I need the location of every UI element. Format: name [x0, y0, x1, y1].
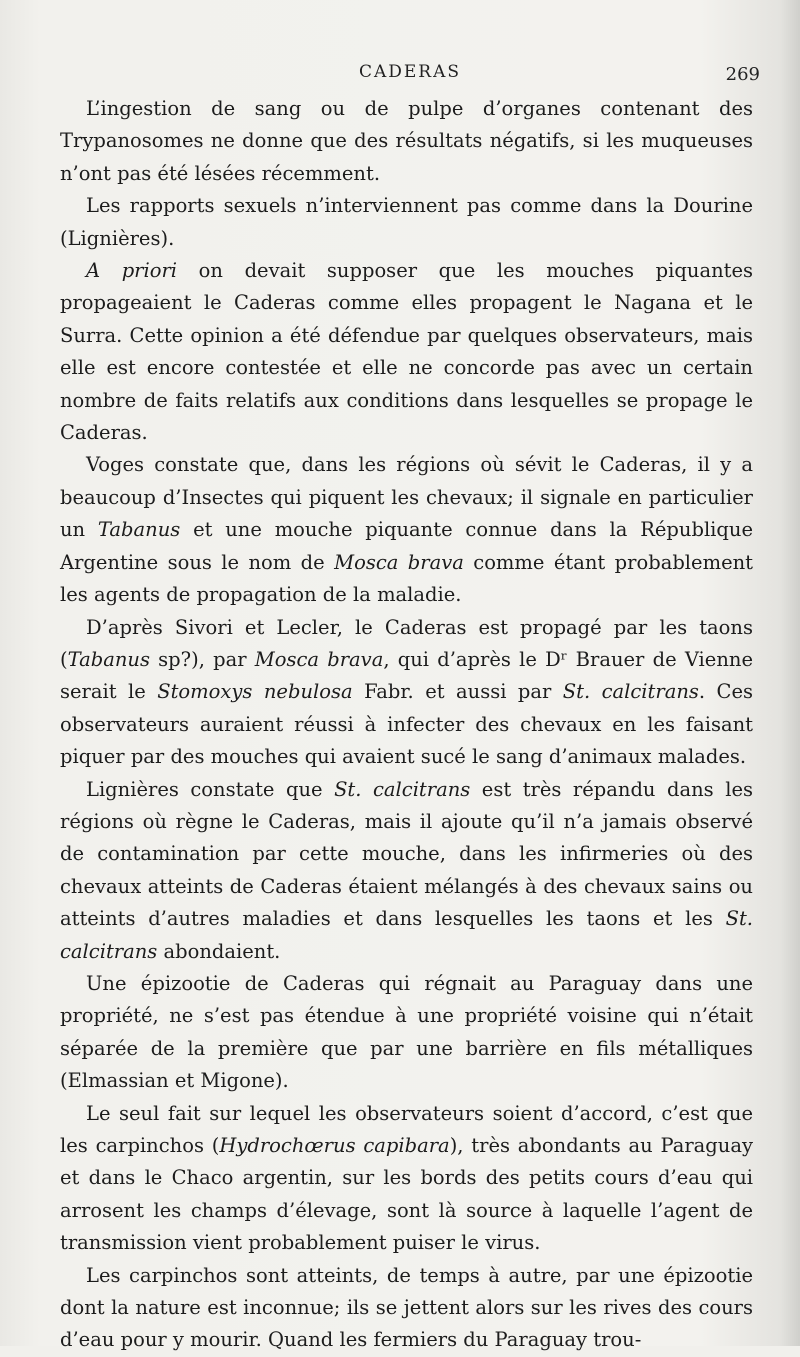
paragraph [60, 255, 753, 449]
paragraph [60, 1098, 753, 1260]
text-run: comme étant probablement les agents de propagation de la maladie. [60, 550, 754, 607]
text-run: Les rapports sexuels n’interviennent pas comme dans la Dourine (Lignières). [60, 194, 753, 250]
italic-text: Stomoxys nebulosa [157, 680, 353, 704]
text-run: Voges constate que, dans les régions où sévit le Caderas, il y a beaucoup d’Insectes qui piquent les chevaux; il signale en particulier un [60, 453, 753, 542]
italic-text: Hydrochœrus capibara [219, 1134, 450, 1157]
italic-text: Mosca brava [334, 550, 464, 574]
text-run: D’après Sivori et Lecler, le Caderas est propagé par les taons ( [60, 615, 753, 671]
text-run: abondaient. [157, 939, 281, 963]
paragraph [60, 449, 753, 611]
paragraph [60, 968, 753, 1098]
text-run: . Ces observateurs auraient réussi à infecter des chevaux en les faisant piquer par des mouches qui avaient sucé le sang d’animaux malades. [60, 680, 753, 769]
italic-text: St. calcitrans [334, 777, 471, 801]
italic-text: Mosca brava [254, 647, 384, 671]
italic-text: Tabanus [97, 518, 181, 542]
paragraph [60, 1260, 753, 1357]
text-run: , qui d’après le Dʳ Brauer de Vienne serait le [60, 647, 753, 704]
text-run: Le seul fait sur lequel les observateurs soient d’accord, c’est que les carpinchos ( [60, 1101, 753, 1157]
italic-text: St. calcitrans [562, 680, 699, 704]
body-text [60, 93, 753, 1357]
text-run: Les carpinchos sont atteints, de temps à autre, par une épizootie dont la nature est inconnue; ils se jettent alors sur les rives des cours d’eau pour y mourir. Quand les fermiers du Paraguay trou- [60, 1263, 753, 1352]
running-head [60, 60, 760, 90]
text-run: Une épizootie de Caderas qui régnait au Paraguay dans une propriété, ne s’est pas étendue à une propriété voisine qui n’était séparée de la première que par une barrière en fils métalliques (Elmassian et Migone). [60, 971, 753, 1093]
paragraph [60, 190, 753, 255]
text-run: Fabr. et aussi par [352, 680, 563, 704]
paragraph [60, 612, 753, 774]
text-run: Lignières constate que [86, 777, 335, 801]
italic-text: St. calcitrans [60, 907, 753, 963]
paragraph [60, 774, 753, 968]
text-run: et une mouche piquante connue dans la République Argentine sous le nom de [60, 518, 753, 574]
page-number: 269 [725, 64, 760, 85]
paragraph [60, 93, 753, 190]
text-run: est très répandu dans les régions où règne le Caderas, mais il ajoute qu’il n’a jamais observé de contamination par cette mouche, dans les infirmeries où des chevaux atteints de Caderas étaient mélangés à des chevaux sains ou atteints d’autres maladies et dans lesquelles les taons et les [60, 777, 753, 931]
italic-text: A priori [86, 259, 178, 283]
italic-text: Tabanus [67, 647, 150, 671]
text-run: L’ingestion de sang ou de pulpe d’organes contenant des Trypanosomes ne donne que des résultats négatifs, si les muqueuses n’ont pas été lésées récemment. [60, 97, 753, 185]
running-title: CADERAS [358, 62, 462, 82]
text-run: ), très abondants au Paraguay et dans le Chaco argentin, sur les bords des petits cours d’eau qui arrosent les champs d’élevage, sont là source à laquelle l’agent de transmission vient probablement puiser le virus. [60, 1134, 753, 1255]
text-run: sp?), par [149, 647, 255, 671]
text-run: on devait supposer que les mouches piquantes propageaient le Caderas comme elles propagent le Nagana et le Surra. Cette opinion a été défendue par quelques observateurs, mais elle est encore contestée et elle ne concorde pas avec un certain nombre de faits relatifs aux conditions dans lesquelles se propage le Caderas. [60, 259, 754, 445]
